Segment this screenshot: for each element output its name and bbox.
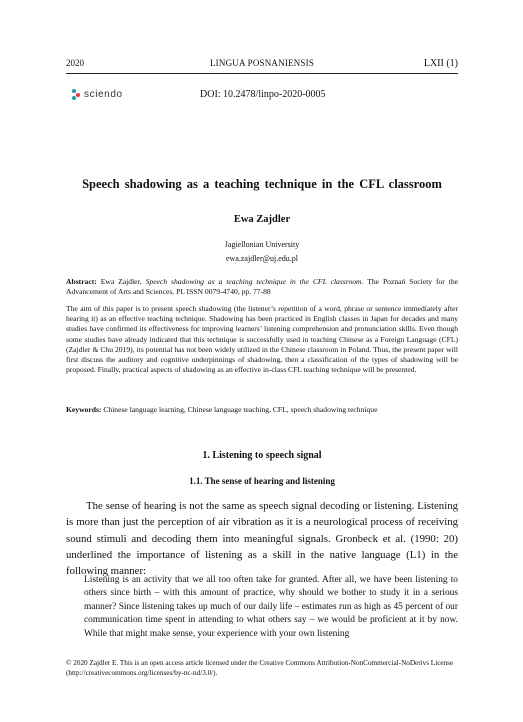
keywords-text: Chinese language learning, Chinese language teaching, CFL, speech shadowing technique bbox=[101, 405, 378, 414]
header-volume: LXII (1) bbox=[423, 58, 458, 69]
abstract-label: Abstract: bbox=[66, 277, 97, 286]
logo-text: sciendo bbox=[84, 89, 123, 100]
block-quote: Listening is an activity that we all too often take for granted. After all, we have been listening to others since birth – with this amount of practice, why should we bother to study it in a serious manner? Since listening takes up much of our daily life – estimates run as high as 45 percent of our communication time spent in attending to what others say – we would be proficient at it by now. While that might make sense, your experience with your own listening bbox=[84, 575, 458, 639]
citation-author: Ewa Zajdler, bbox=[100, 277, 142, 286]
running-header bbox=[66, 58, 458, 72]
author-email[interactable]: ewa.zajdler@uj.edu.pl bbox=[225, 254, 298, 263]
section-heading: 1. Listening to speech signal bbox=[202, 450, 322, 461]
keywords bbox=[66, 405, 458, 415]
header-rule bbox=[66, 73, 458, 74]
sciendo-logo-icon bbox=[72, 89, 81, 100]
keywords-label: Keywords: bbox=[66, 405, 102, 414]
abstract-citation bbox=[66, 277, 458, 297]
header-journal: LINGUA POSNANIENSIS bbox=[209, 58, 315, 68]
license-footer: © 2020 Zajdler E. This is an open access article licensed under the Creative Commons Attribution-NonCommercial-NoDerivs License (http://creativecommons.org/licenses/by-nc-nd/3.0/). bbox=[66, 659, 454, 677]
author-affiliation: Jagiellonian University bbox=[224, 240, 300, 249]
subsection-heading: 1.1. The sense of hearing and listening bbox=[189, 476, 335, 486]
header-year: 2020 bbox=[66, 58, 84, 68]
body-paragraph: The sense of hearing is not the same as speech signal decoding or listening. Listening is more than just the perception of air vibration as it is a neurological process of receiving sound stimuli and decoding them into meaningful signals. Gronbeck et al. (1990: 20) underlined the importance of listening as a skill in the native language (L1) in the following manner: bbox=[66, 500, 458, 578]
article-author: Ewa Zajdler bbox=[233, 214, 291, 225]
citation-rest: . The Poznań Society for the Advancement of Arts and Sciences, PL ISSN 0079-4740, pp. 77-88 bbox=[66, 277, 459, 297]
sciendo-logo bbox=[72, 89, 123, 100]
citation-title: Speech shadowing as a teaching technique in the CFL classroom bbox=[145, 277, 362, 286]
doi[interactable]: DOI: 10.2478/linpo-2020-0005 bbox=[200, 89, 326, 100]
abstract-text: The aim of this paper is to present speech shadowing (the listener’s repetition of a word, phrase or sentence immediately after hearing it) as an effective teaching technique. Shadowing has been practiced in English classes in Japan for decades and many studies have confirmed its effectiveness for improving learners’ listening comprehension and pronunciation skills. Even though some studies have already indicated that this technique is successfully used in teaching Chinese as a Foreign Language (CFL) (Zajdler & Chu 2019), its potential has not been widely utilized in the Chinese classroom in Poland. Thus, the present paper will first discuss the auditory and cognitive underpinnings of shadowing, then a classification of the types of shadowing will be proposed. Finally, practical aspects of shadowing as an effective in-class CFL teaching technique will be presented. bbox=[66, 304, 458, 375]
article-title: Speech shadowing as a teaching technique in the CFL classroom bbox=[82, 177, 442, 191]
